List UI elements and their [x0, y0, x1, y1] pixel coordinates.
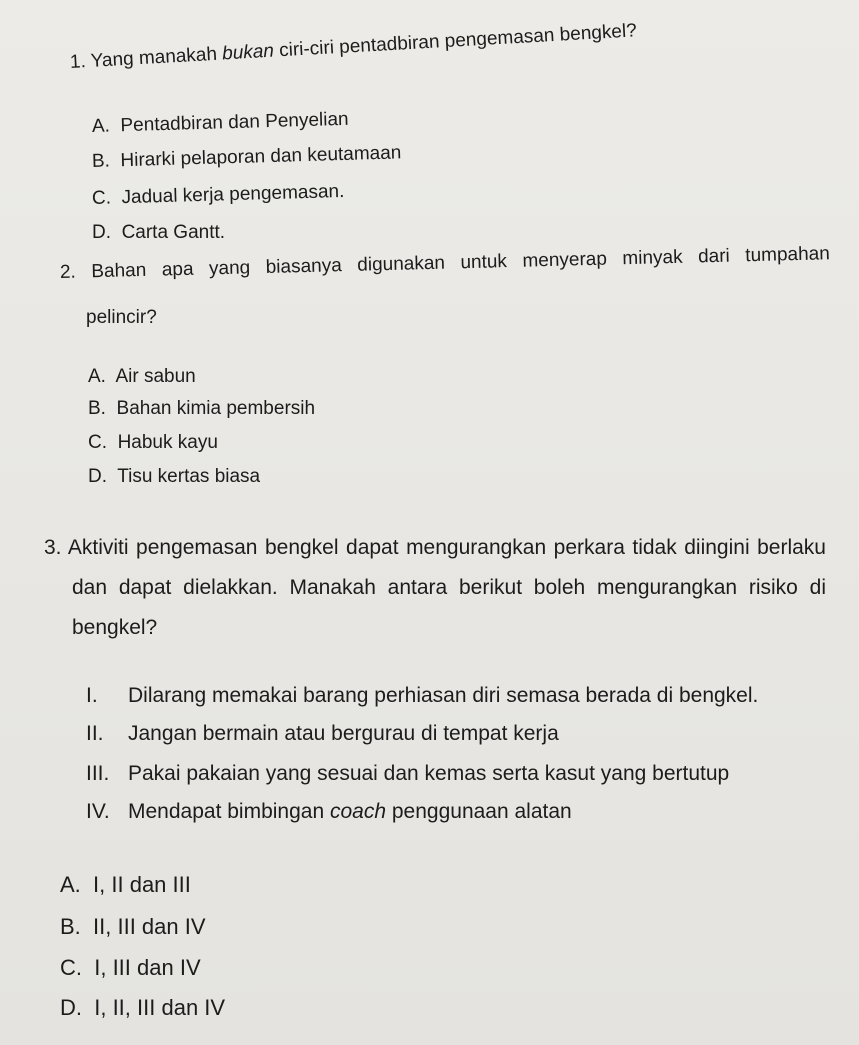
statement-text: Dilarang memakai barang perhiasan diri semasa berada di bengkel. — [128, 684, 759, 707]
option-b — [88, 398, 315, 420]
statement-text: penggunaan alatan — [386, 800, 572, 823]
statement-numeral: III. — [86, 762, 110, 785]
question-text: ciri-ciri pentadbiran pengemasan bengkel? — [273, 20, 638, 62]
statement-4 — [86, 800, 572, 824]
option-letter: A. — [60, 872, 81, 897]
option-letter: A. — [88, 366, 106, 387]
option-letter: D. — [92, 222, 111, 243]
question-text: dan dapat dielakkan. Manakah antara berikut boleh mengurangkan risiko di — [72, 576, 826, 599]
statement-emphasis: coach — [329, 800, 387, 823]
option-text: I, III dan IV — [94, 955, 201, 980]
option-letter: C. — [91, 187, 112, 209]
option-text: Air sabun — [115, 366, 196, 387]
option-text: I, II, III dan IV — [94, 995, 226, 1020]
question-text: pelincir? — [86, 307, 157, 328]
question-number: 3. — [44, 536, 62, 559]
question-1-stem — [69, 20, 637, 74]
option-b — [92, 142, 402, 173]
option-letter: B. — [88, 398, 106, 419]
option-text: Tisu kertas biasa — [117, 466, 261, 487]
statement-numeral: I. — [86, 684, 98, 707]
option-c — [88, 432, 218, 454]
statement-text: Pakai pakaian yang sesuai dan kemas serta kasut yang bertutup — [128, 762, 730, 785]
question-number: 1. — [69, 51, 87, 73]
option-text: I, II dan III — [93, 872, 191, 897]
option-text: Bahan kimia pembersih — [116, 398, 316, 419]
question-text: Bahan apa yang biasanya digunakan untuk menyerap minyak dari tumpahan — [91, 243, 831, 283]
question-text: Yang manakah — [90, 43, 223, 72]
question-text: bengkel? — [72, 616, 158, 639]
question-3-stem-line-3 — [72, 616, 157, 640]
option-a — [60, 872, 191, 898]
option-letter: B. — [60, 914, 81, 939]
statement-numeral: IV. — [86, 800, 110, 823]
statement-text: Mendapat bimbingan — [128, 800, 330, 823]
question-3-stem-line-2 — [72, 576, 826, 600]
option-b — [60, 914, 206, 940]
option-a — [88, 366, 196, 388]
statement-1 — [86, 684, 758, 708]
statement-numeral: II. — [86, 722, 104, 745]
option-c — [92, 181, 345, 210]
statement-2 — [86, 722, 559, 746]
option-text: Jadual kerja pengemasan. — [121, 180, 345, 209]
option-letter: B. — [91, 150, 111, 172]
question-number: 2. — [59, 261, 77, 283]
option-letter: D. — [60, 995, 82, 1020]
option-text: II, III dan IV — [93, 914, 206, 939]
option-letter: C. — [60, 955, 82, 980]
option-letter: C. — [88, 432, 107, 453]
option-text: Hirarki pelaporan dan keutamaan — [120, 142, 402, 172]
statement-3 — [86, 762, 729, 786]
option-d — [92, 222, 225, 244]
option-a — [92, 109, 349, 138]
question-text: Aktiviti pengemasan bengkel dapat mengurangkan perkara tidak diingini berlaku — [67, 536, 826, 559]
option-d — [88, 466, 260, 488]
option-text: Carta Gantt. — [121, 222, 226, 243]
option-text: Pentadbiran dan Penyelian — [120, 108, 349, 137]
option-text: Habuk kayu — [117, 432, 218, 453]
question-3-stem-line-1 — [44, 536, 826, 560]
question-emphasis: bukan — [221, 40, 275, 65]
option-letter: D. — [88, 466, 107, 487]
statement-text: Jangan bermain atau bergurau di tempat kerja — [128, 722, 559, 745]
question-2-stem-line-2 — [86, 307, 157, 329]
option-letter: A. — [91, 115, 111, 137]
question-2-stem-line-1 — [60, 243, 830, 284]
option-d — [60, 995, 225, 1021]
option-c — [60, 955, 201, 981]
